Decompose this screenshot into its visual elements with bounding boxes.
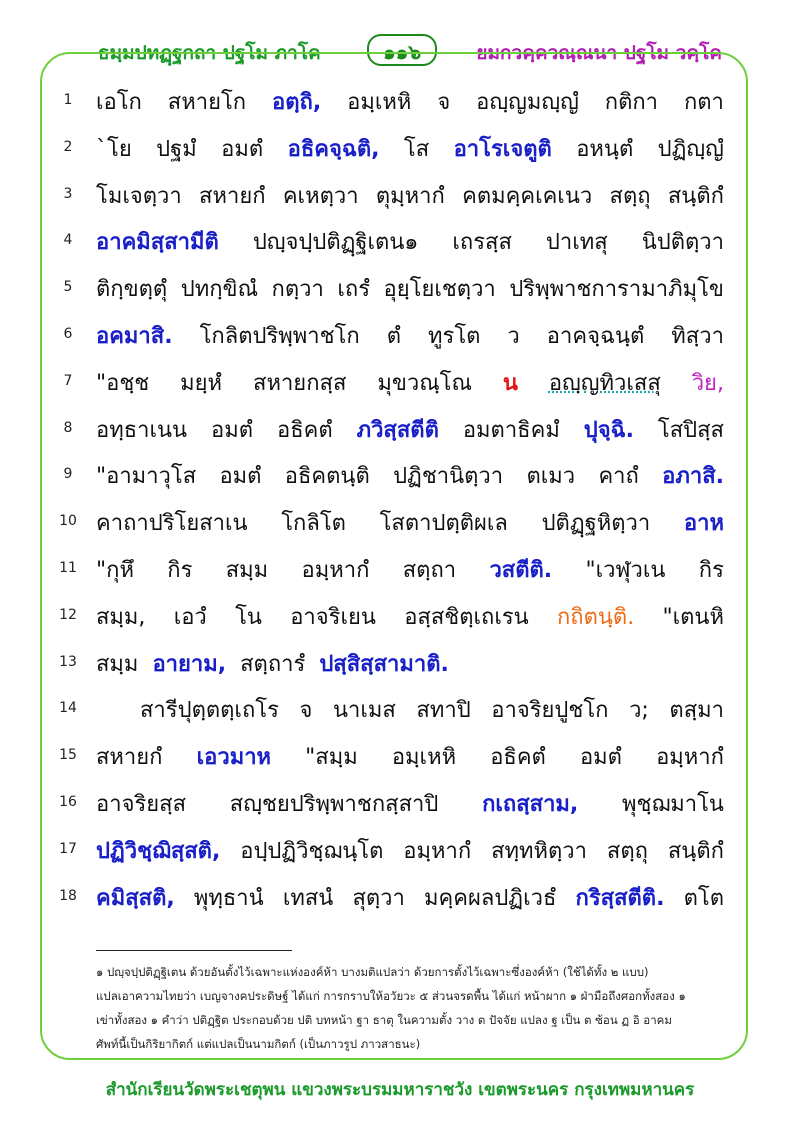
- word: อธิคตนฺติ: [284, 464, 370, 490]
- text-line: [96, 84, 724, 119]
- word: คตมคฺคเคเนว: [462, 183, 593, 209]
- word: "กุหึ: [96, 558, 134, 583]
- line-number: 8: [63, 419, 73, 436]
- text-line: [96, 131, 724, 166]
- word: อคมาสิ.: [96, 324, 173, 349]
- line-number: 4: [63, 232, 73, 249]
- word: คมิสฺสติ,: [96, 885, 175, 911]
- word: สหายกสฺส: [253, 370, 347, 396]
- word: อภาสิ.: [662, 464, 724, 490]
- word: สทาปิ: [416, 698, 471, 724]
- word: "เตนหิ: [662, 604, 724, 630]
- word: วสตีติ.: [489, 558, 553, 583]
- word: สมฺม: [225, 558, 269, 583]
- word: อาโรเจตูติ: [453, 136, 552, 162]
- word: สารีปุตฺตตฺเถโร: [140, 698, 279, 724]
- word: โส: [403, 136, 430, 162]
- word: วิย,: [691, 370, 724, 396]
- word: อมฺเหหิ: [391, 745, 457, 771]
- word: สุตฺวา: [352, 885, 405, 911]
- word: โกลิโต: [281, 511, 346, 537]
- text-line: [96, 271, 724, 306]
- text-line: [96, 880, 724, 915]
- word: "เวฬุวเน: [585, 558, 666, 583]
- word: กเถสฺสาม,: [482, 792, 579, 817]
- word: สญฺชยปริพฺพาชกสฺสาปิ: [229, 792, 439, 817]
- word: ว: [507, 324, 520, 349]
- word: มุขวณฺโณ: [377, 370, 472, 396]
- word: ตสฺมา: [669, 698, 724, 724]
- word: ภวิสฺสตีติ: [356, 417, 439, 443]
- word: มยฺหํ: [180, 370, 223, 396]
- word: อธิคตํ: [276, 417, 333, 443]
- word: ปฏิวิชฺฌิสฺสติ,: [96, 838, 221, 864]
- word: อมตํ: [219, 464, 262, 490]
- footnote-line-2: แปลเอาความไทยว่า เบญจางคประดิษฐ์ ได้แก่ การกราบให้อวัยวะ ๕ ส่วนจรดพื้น ได้แก่ หน้าผาก ๑ ฝ่ามือถึงศอกทั้งสอง ๑: [96, 989, 686, 1003]
- word: เอวํ: [173, 604, 207, 630]
- page-number-badge: ๑๑๖: [367, 34, 437, 66]
- word: คาถํ: [598, 464, 639, 490]
- word: โสปิสฺส: [657, 417, 724, 443]
- word: อญฺญทิวเสสุ: [548, 370, 661, 396]
- word: อาคจฺฉนฺตํ: [546, 324, 645, 349]
- line-number: 12: [59, 606, 77, 623]
- footer-institution: สำนักเรียนวัดพระเชตุพน แขวงพระบรมมหาราชวัง เขตพระนคร กรุงเทพมหานคร: [105, 1080, 695, 1100]
- word: น: [502, 370, 518, 396]
- word: กริสฺสตีติ.: [575, 885, 665, 911]
- header-book-title: ธมฺมปทฏฺฐกถา ปฐโม ภาโค: [98, 42, 321, 64]
- word: ติกฺขตฺตุํ: [96, 277, 168, 303]
- line-number: 7: [63, 372, 73, 389]
- word: โสตาปตฺติผเล: [379, 511, 508, 537]
- text-line: [96, 365, 724, 400]
- line-number: 2: [63, 138, 73, 155]
- word: อมฺหากํ: [656, 745, 724, 771]
- line-number: 6: [63, 326, 73, 342]
- word: อปฺปฏิวิชฺฌนฺโต: [240, 838, 384, 864]
- word: เอวมาห: [196, 745, 272, 771]
- word: อตฺถิ,: [272, 90, 322, 115]
- word: ทูรโต: [428, 324, 481, 349]
- line-number: 16: [59, 794, 77, 810]
- footnote-line-3: เข่าทั้งสอง ๑ คำว่า ปติฏฺฐิต ประกอบด้วย ปติ บทหน้า ฐา ธาตุ ในความตั้ง วาง ต ปัจจัย แปลง ฐ เป็น ต ซ้อน ฏ อิ อาคม: [96, 1013, 672, 1027]
- word: คเหตฺวา: [282, 183, 359, 209]
- word: จ: [299, 698, 313, 724]
- word: ปาเทสุ: [545, 230, 608, 256]
- text-line: [96, 552, 724, 587]
- word: สตฺถุ: [609, 183, 651, 209]
- word: ตุมฺหากํ: [375, 183, 445, 209]
- word: สหายกํ: [96, 745, 163, 771]
- line-number: 5: [63, 279, 73, 296]
- word: อสฺสชิตฺเถเรน: [404, 604, 529, 630]
- line-number: 1: [63, 92, 73, 108]
- text-line: [96, 692, 724, 727]
- word: "อามาวุโส: [96, 464, 197, 490]
- word: อธิคตํ: [490, 745, 546, 771]
- word: ปทกฺขิณํ: [180, 277, 258, 303]
- text-line: [96, 178, 724, 213]
- word: อายาม,: [152, 651, 227, 677]
- word: อทฺธาเนน: [96, 417, 188, 443]
- word: ปติฏฺฐหิตฺวา: [541, 511, 651, 537]
- footnote-divider: [96, 950, 292, 951]
- word: นาเมส: [332, 698, 396, 724]
- word: ปฏิชานิตฺวา: [393, 464, 504, 490]
- word: ปญฺจปฺปติฏฺฐิเตน๑: [252, 230, 419, 256]
- word: พุชฺฌมาโน: [622, 792, 724, 817]
- text-line: [96, 786, 724, 821]
- word: สทฺทหิตฺวา: [491, 838, 588, 864]
- word: สหายโก: [167, 90, 247, 115]
- word: เถรํ: [337, 277, 371, 303]
- word: กิร: [167, 558, 193, 583]
- word: โมเจตฺวา: [96, 183, 182, 209]
- word: คาถาปริโยสาเน: [96, 511, 248, 537]
- word: สตฺถารํ: [240, 651, 306, 677]
- word: อมตํ: [579, 745, 622, 771]
- text-line: [96, 599, 724, 634]
- word: สนฺติกํ: [667, 183, 724, 209]
- text-line: [96, 318, 724, 353]
- word: อาคมิสฺสามีติ: [96, 230, 219, 256]
- word: อมตํ: [221, 136, 264, 162]
- word: เทสนํ: [282, 885, 334, 911]
- word: อมฺหากํ: [403, 838, 472, 864]
- word: กิร: [698, 558, 724, 583]
- header-chapter-title: ยมกวคฺควณฺณนา ปฐโม วคฺโค: [476, 42, 722, 64]
- word: อุยฺโยเชตฺวา: [383, 277, 496, 303]
- word: สมฺม,: [96, 604, 146, 630]
- word: สตฺถา: [402, 558, 457, 583]
- word: มคฺคผลปฏิเวธํ: [424, 885, 557, 911]
- word: อมฺหากํ: [301, 558, 370, 583]
- word: เอโก: [96, 90, 142, 115]
- text-line: [96, 224, 724, 259]
- line-number: 9: [63, 466, 73, 483]
- line-number: 14: [59, 700, 77, 717]
- word: อมตาธิคมํ: [462, 417, 560, 443]
- word: สนฺติกํ: [667, 838, 724, 864]
- word: ตเมว: [526, 464, 576, 490]
- text-line: [96, 739, 724, 774]
- word: เถรสฺส: [452, 230, 512, 256]
- word: กตฺวา: [271, 277, 324, 303]
- footnote-line-1: ๑ ปญฺจปฺปติฏฺฐิเตน ด้วยอันตั้งไว้เฉพาะแห่งองค์ห้า บางมติแปลว่า ด้วยการตั้งไว้เฉพาะซึ่งองค์ห้า (ใช้ได้ทั้ง ๒ แบบ): [96, 965, 649, 979]
- word: กตา: [683, 90, 724, 115]
- word: ปฐมํ: [156, 136, 197, 162]
- word: อมฺเหหิ: [347, 90, 412, 115]
- word: ปสฺสิสฺสามาติ.: [319, 651, 449, 677]
- line-number: 13: [59, 653, 77, 670]
- line-number: 10: [59, 513, 77, 530]
- word: อาจริยปูชโก: [491, 698, 609, 724]
- word: ทิสฺวา: [671, 324, 724, 349]
- word: `โย: [96, 136, 132, 162]
- word: โกลิตปริพฺพาชโก: [199, 324, 360, 349]
- word: ตโต: [683, 885, 724, 911]
- word: จ: [437, 90, 451, 115]
- word: "สมฺม: [305, 745, 358, 771]
- word: อหนฺตํ: [576, 136, 634, 162]
- word: พุทฺธานํ: [193, 885, 264, 911]
- word: กถิตนฺติ.: [556, 604, 635, 630]
- word: นิปติตฺวา: [641, 230, 724, 256]
- line-number: 11: [59, 560, 77, 576]
- word: กติกา: [604, 90, 659, 115]
- line-number: 18: [59, 887, 77, 904]
- line-number: 3: [63, 185, 73, 202]
- word: สหายกํ: [199, 183, 266, 209]
- word: อธิคจฺฉติ,: [287, 136, 380, 162]
- word: "อชฺช: [96, 370, 150, 396]
- word: ปุจฺฉิ.: [583, 417, 634, 443]
- word: ว;: [629, 698, 649, 724]
- word: อาจริยสฺส: [96, 792, 187, 817]
- word: อาจริเยน: [290, 604, 376, 630]
- text-line: [96, 505, 724, 540]
- text-line: [96, 646, 724, 681]
- word: อมตํ: [211, 417, 254, 443]
- line-number: 15: [59, 747, 77, 764]
- text-line: [96, 833, 724, 868]
- word: อญฺญมญฺญํ: [476, 90, 579, 115]
- word: ปริพฺพาชการามาภิมุโข: [509, 277, 724, 303]
- word: สตฺถุ: [606, 838, 648, 864]
- text-line: [96, 458, 724, 493]
- word: สมฺม: [96, 651, 139, 677]
- word: ปฏิญฺญํ: [657, 136, 724, 162]
- word: โน: [235, 604, 262, 630]
- word: ตํ: [386, 324, 401, 349]
- text-line: [96, 412, 724, 447]
- footnote-line-4: ศัพท์นี้เป็นกิริยากิตก์ แต่แปลเป็นนามกิตก์ (เป็นภาวรูป ภาวสาธนะ): [96, 1037, 421, 1051]
- line-number: 17: [59, 840, 77, 857]
- word: อาห: [683, 511, 724, 537]
